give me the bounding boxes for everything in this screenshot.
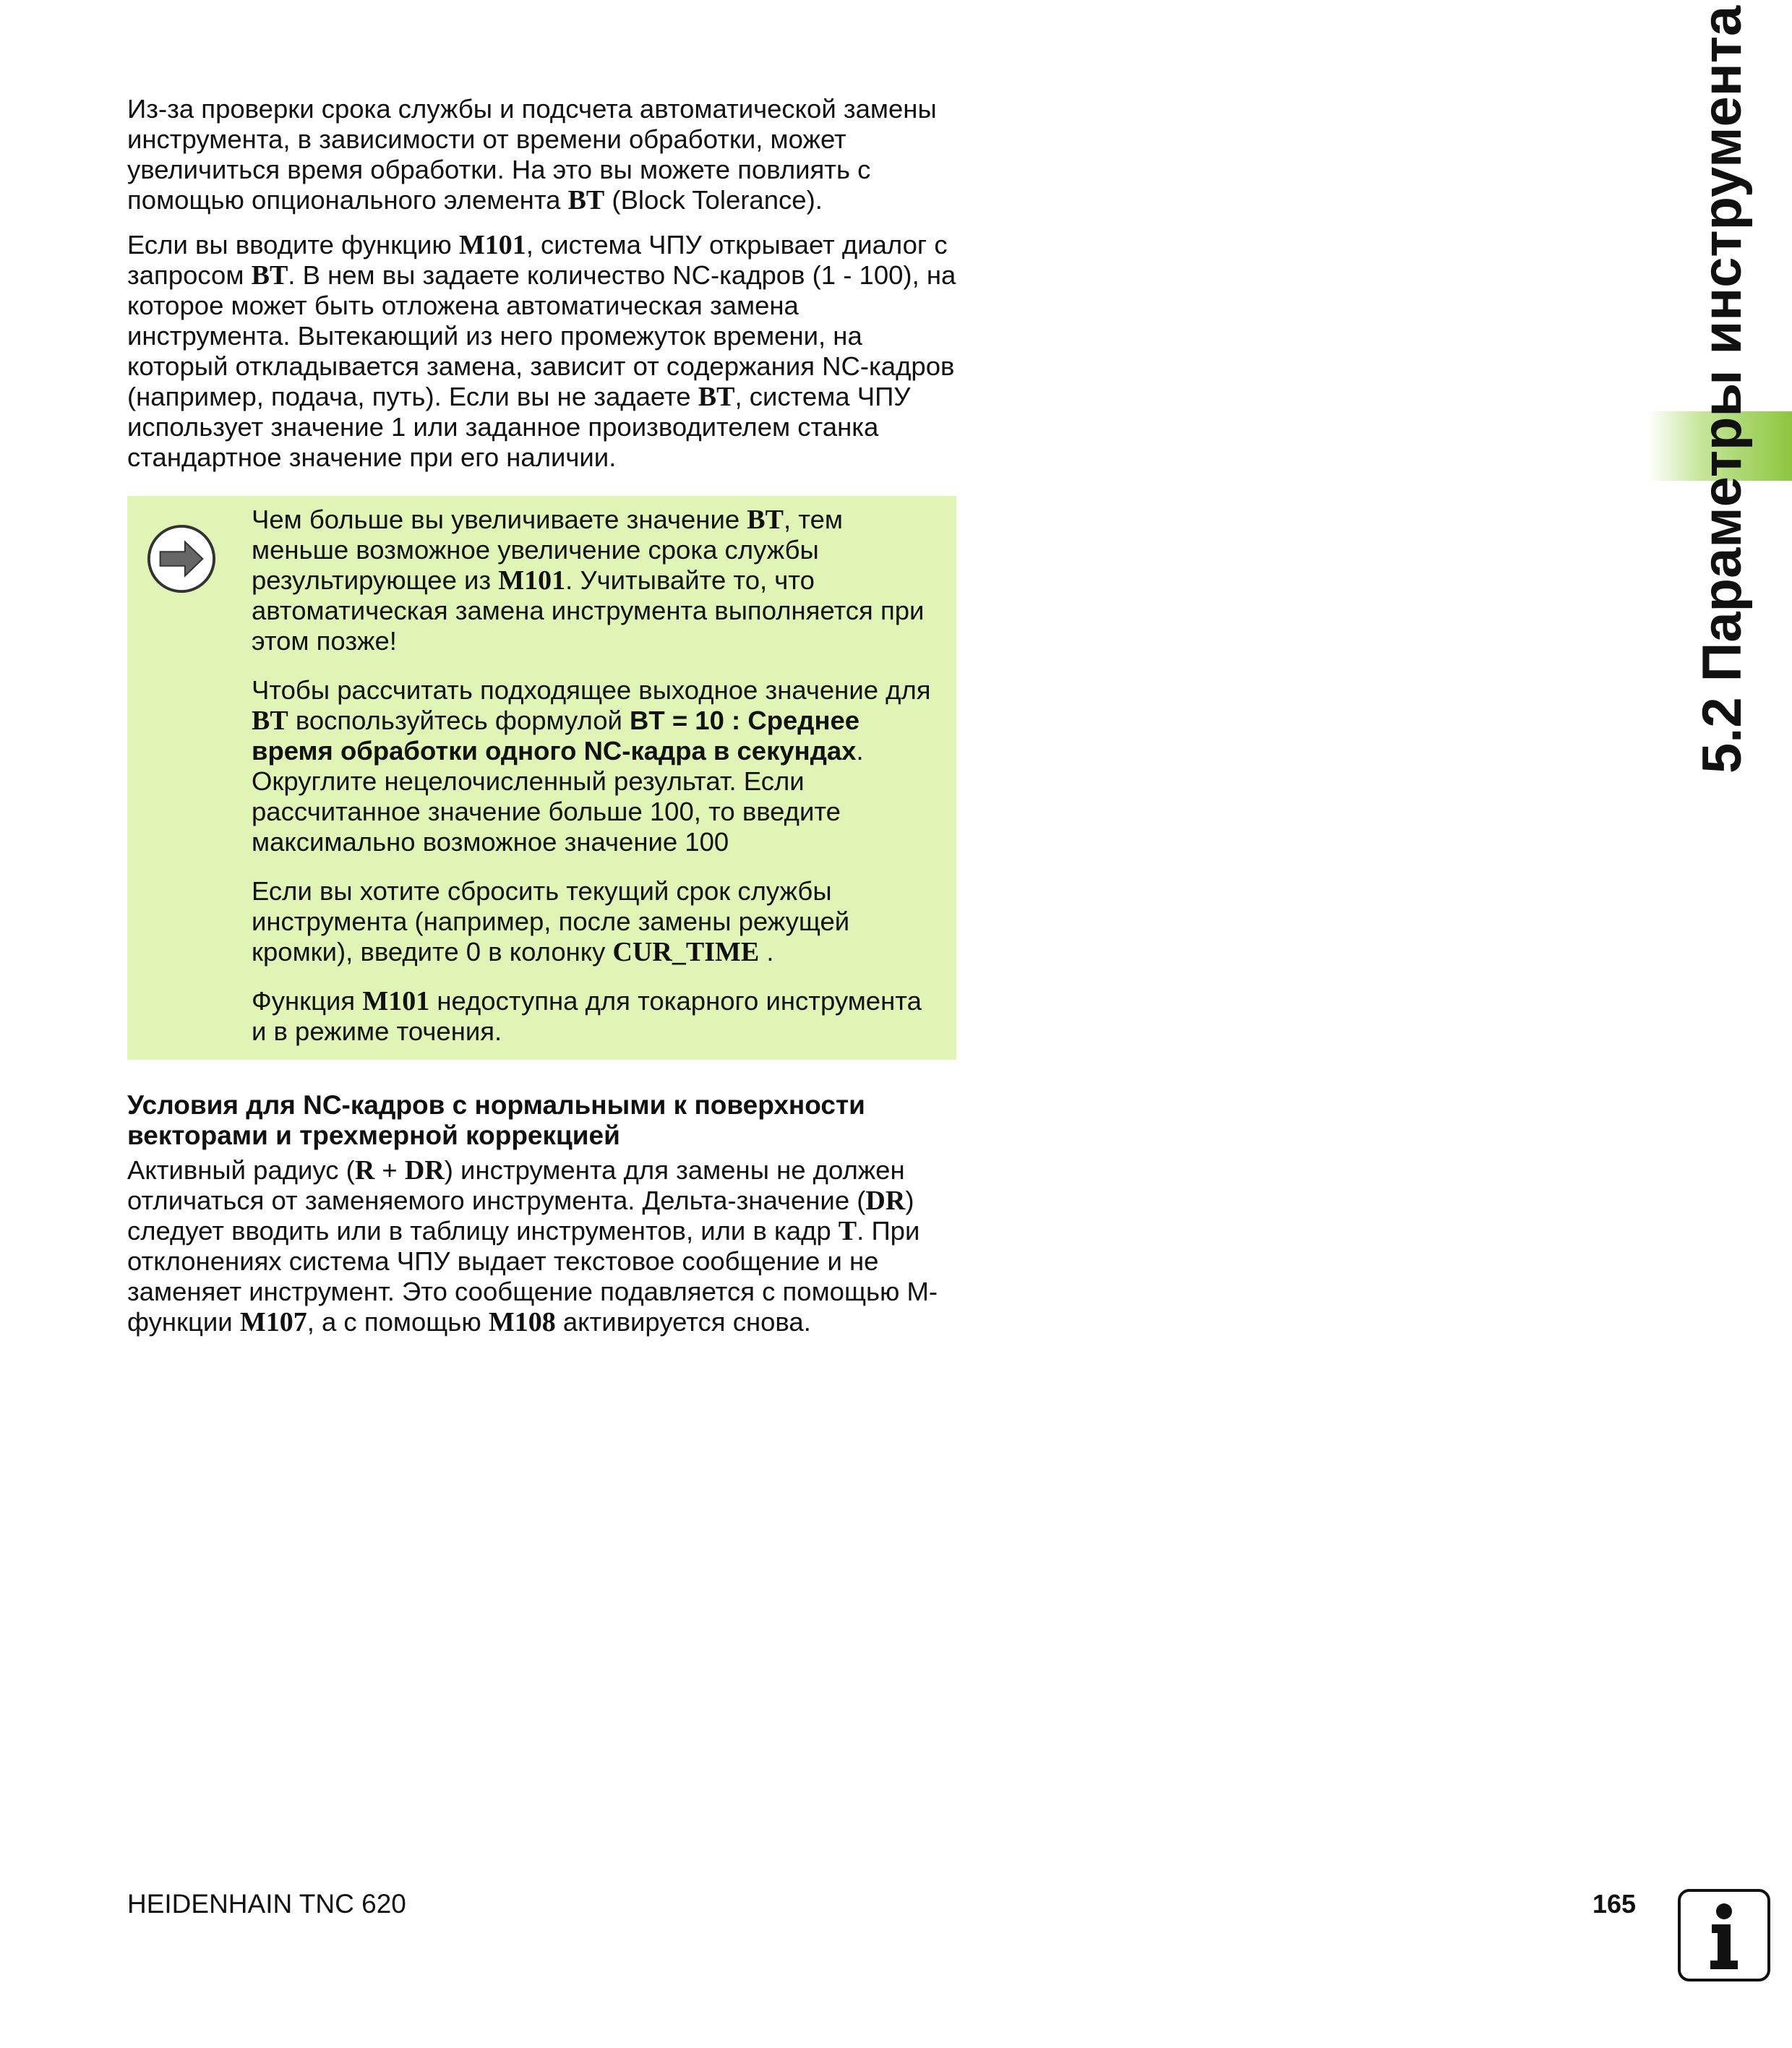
section-paragraph-1 [127,1155,959,1337]
emphasis-term: BT [251,260,288,291]
emphasis-term: BT [567,185,605,215]
emphasis-term: BT [698,382,735,412]
text-run: . [759,937,774,967]
emphasis-term: M101 [362,986,430,1016]
intro-text [127,94,959,487]
text-run: Активный радиус ( [127,1155,355,1185]
intro-paragraph-2 [127,230,959,473]
note-paragraph-3 [252,876,938,967]
emphasis-term: M108 [488,1307,556,1337]
arrow-right-circle-icon [146,523,217,594]
footer-product-name: HEIDENHAIN TNC 620 [127,1889,406,1919]
note-text [252,505,938,1066]
text-run: Чтобы рассчитать подходящее выходное значение для [252,675,931,705]
chapter-title: 5.2 Параметры инструмента [1692,5,1753,774]
note-paragraph-4 [252,986,938,1047]
text-run: Чем больше вы увеличиваете значение [252,505,747,534]
text-run: . Учитывайте то, что автоматическая замена инструмента выполняется при этом позже! [252,565,925,656]
emphasis-term: T [838,1216,857,1246]
text-run: активируется снова. [555,1307,811,1337]
text-run: , а с помощью [306,1307,489,1337]
emphasis-term: CUR_TIME [612,937,760,967]
text-run: . В нем вы задаете количество NC-кадров (1 - 100), на которое может быть отложена автоматическая замена инструмента. Вытекающий из него промежуток времени, на который откладывается замена, зависит от содержания NC-кадров (например, подача, путь). Если вы не задаете [127,260,956,411]
text-run: Из-за проверки срока службы и подсчета автоматической замены инструмента, в зависимости от времени обработки, может увеличиться время обработки. На это вы можете повлиять с помощью опционального элемента [127,94,937,215]
emphasis-term: R [354,1155,375,1186]
text-run: (Block Tolerance). [604,185,823,215]
text-run: Функция [252,986,363,1016]
text-run: недоступна для токарного инструмента и в режиме точения. [252,986,922,1046]
section [127,1090,959,1352]
text-run: Если вы хотите сбросить текущий срок службы инструмента (например, после замены режущей кромки), введите 0 в колонку [252,876,850,967]
emphasis-term: M101 [498,565,566,596]
text-run: воспользуйтесь формулой [288,706,630,735]
emphasis-term: BT [747,505,784,535]
emphasis-term: BT = 10 : Среднее время обработки одного NC-кадра в секундах [252,706,860,766]
text-run: ) инструмента для замены не должен отличаться от заменяемого инструмента. Дельта-значение ( [127,1155,905,1215]
emphasis-term: DR [404,1155,445,1186]
note-paragraph-1 [252,505,938,656]
emphasis-term: M107 [239,1307,307,1337]
section-heading: Условия для NC-кадров с нормальными к поверхности векторами и трехмерной коррекцией [127,1090,865,1150]
text-run: . Округлите нецелочисленный результат. Если рассчитанное значение больше 100, то введите максимально возможное значение 100 [252,736,864,857]
emphasis-term: DR [865,1186,906,1216]
note-box [127,496,956,1060]
page-number: 165 [1592,1889,1637,1919]
note-paragraph-2 [252,675,938,857]
text-run: , система ЧПУ использует значение 1 или заданное производителем станка стандартное значение при его наличии. [127,382,911,472]
text-run: Если вы вводите функцию [127,230,459,260]
text-run: , система ЧПУ открывает диалог с запросом [127,230,948,290]
intro-paragraph-1 [127,94,959,215]
text-run: . При отклонениях система ЧПУ выдает текстовое сообщение и не заменяет инструмент. Это сообщение подавляется с помощью M-функции [127,1216,938,1337]
emphasis-term: BT [252,706,288,736]
text-run: ) следует вводить или в таблицу инструментов, или в кадр [127,1186,914,1246]
text-run: + [374,1155,405,1185]
emphasis-term: M101 [458,230,526,260]
info-icon [1677,1888,1771,1982]
text-run: , тем меньше возможное увеличение срока службы результирующее из [252,505,843,595]
